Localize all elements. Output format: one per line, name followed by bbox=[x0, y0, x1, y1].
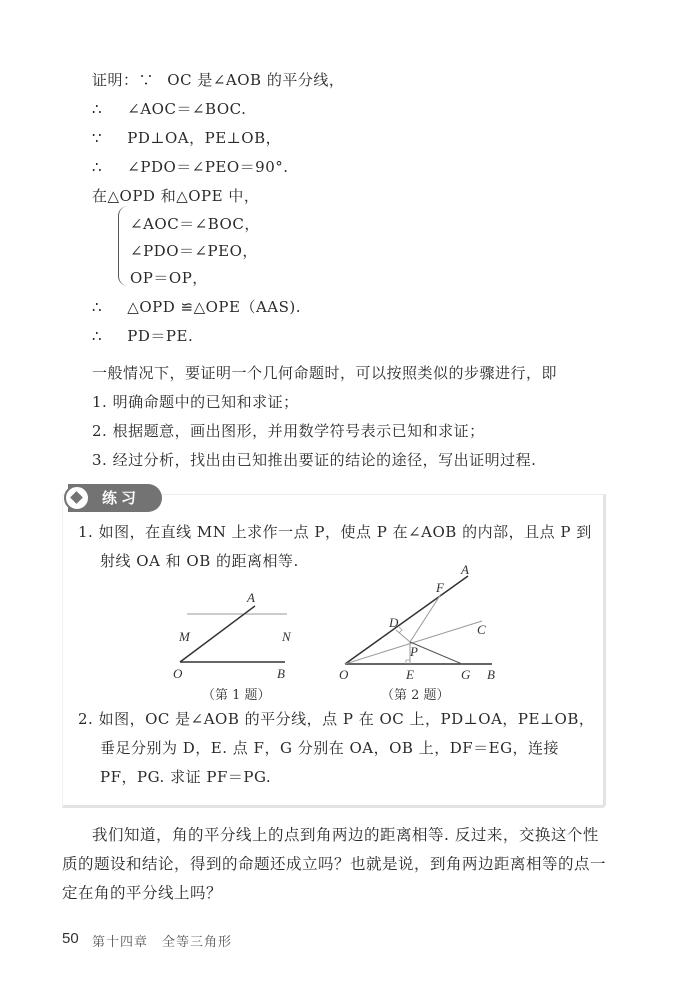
label-O: O bbox=[339, 667, 349, 682]
ray-OA bbox=[345, 576, 468, 664]
general-step-1: 1. 明确命题中的已知和求证； bbox=[92, 393, 299, 411]
label-B: B bbox=[487, 667, 495, 682]
because-symbol: ∵ bbox=[92, 129, 103, 147]
segment-PF bbox=[410, 594, 441, 642]
label-G: G bbox=[461, 667, 471, 682]
page-number: 50 bbox=[62, 930, 79, 947]
proof-line-3 bbox=[92, 128, 281, 148]
conclusion-text: △OPD ≌△OPE（AAS). bbox=[127, 298, 302, 316]
segment-PD bbox=[396, 630, 410, 642]
proof-line-4 bbox=[92, 157, 289, 177]
q1-line-1: 1. 如图，在直线 MN 上求作一点 P，使点 P 在∠AOB 的内部，且点 P 到 bbox=[78, 523, 592, 541]
label-A: A bbox=[461, 562, 469, 577]
proof-text: PD⊥OA，PE⊥OB， bbox=[127, 129, 282, 147]
proof-line-2 bbox=[92, 99, 246, 119]
closing-line-2: 质的题设和结论，得到的命题还成立吗？也就是说，到角两边距离相等的点一 bbox=[62, 855, 607, 873]
closing-line-1: 我们知道，角的平分线上的点到角两边的距离相等. 反过来，交换这个性 bbox=[92, 826, 599, 844]
q1-line-2: 射线 OA 和 OB 的距离相等. bbox=[100, 552, 299, 570]
label-E: E bbox=[406, 667, 414, 682]
label-F: F bbox=[436, 580, 444, 595]
general-step-3: 3. 经过分析，找出由已知推出要证的结论的途径，写出证明过程. bbox=[92, 451, 537, 469]
therefore-symbol: ∴ bbox=[92, 327, 103, 345]
proof-text: OC 是∠AOB 的平分线， bbox=[167, 71, 345, 89]
q2-line-1: 2. 如图，OC 是∠AOB 的平分线，点 P 在 OC 上，PD⊥OA，PE⊥OB， bbox=[78, 710, 595, 728]
system-line-2: ∠PDO＝∠PEO， bbox=[130, 242, 258, 260]
chapter-title: 第十四章 全等三角形 bbox=[92, 935, 233, 950]
therefore-symbol: ∴ bbox=[92, 158, 103, 176]
general-intro: 一般情况下，要证明一个几何命题时，可以按照类似的步骤进行，即 bbox=[92, 364, 558, 382]
general-step-2: 2. 根据题意，画出图形，并用数学符号表示已知和求证； bbox=[92, 422, 485, 440]
q2-line-2: 垂足分别为 D，E. 点 F，G 分别在 OA，OB 上，DF＝EG，连接 bbox=[100, 739, 560, 757]
proof-line-1 bbox=[92, 70, 344, 90]
conclusion-line-2 bbox=[92, 326, 193, 346]
proof-prefix: 证明：∵ bbox=[92, 71, 155, 89]
proof-line-5: 在△OPD 和△OPE 中， bbox=[92, 187, 260, 205]
exercise-tag bbox=[68, 484, 162, 512]
diamond-badge-icon bbox=[64, 485, 90, 511]
closing-line-3: 定在角的平分线上吗？ bbox=[62, 884, 223, 902]
therefore-symbol: ∴ bbox=[92, 298, 103, 316]
q2-line-3: PF，PG. 求证 PF＝PG. bbox=[100, 768, 272, 786]
conclusion-line-1 bbox=[92, 297, 301, 317]
figure-2-caption: （第 2 题） bbox=[381, 688, 450, 703]
label-M: M bbox=[179, 629, 190, 644]
label-D: D bbox=[389, 615, 399, 630]
conclusion-text: PD＝PE. bbox=[127, 327, 194, 345]
system-line-3: OP＝OP， bbox=[130, 269, 208, 287]
label-C: C bbox=[477, 622, 486, 637]
proof-text: ∠AOC＝∠BOC. bbox=[127, 100, 247, 118]
exercise-tag-label: 练习 bbox=[102, 489, 141, 507]
therefore-symbol: ∴ bbox=[92, 100, 103, 118]
figure-2 bbox=[330, 560, 510, 685]
label-N: N bbox=[282, 629, 291, 644]
figure-1 bbox=[165, 590, 305, 685]
figure-1-caption: （第 1 题） bbox=[202, 688, 271, 703]
label-A: A bbox=[247, 590, 255, 605]
proof-text: ∠PDO＝∠PEO＝90°. bbox=[127, 158, 289, 176]
label-B: B bbox=[277, 666, 285, 681]
system-line-1: ∠AOC＝∠BOC， bbox=[130, 215, 260, 233]
label-P: P bbox=[410, 644, 418, 659]
label-O: O bbox=[173, 666, 183, 681]
system-brace bbox=[118, 206, 129, 286]
